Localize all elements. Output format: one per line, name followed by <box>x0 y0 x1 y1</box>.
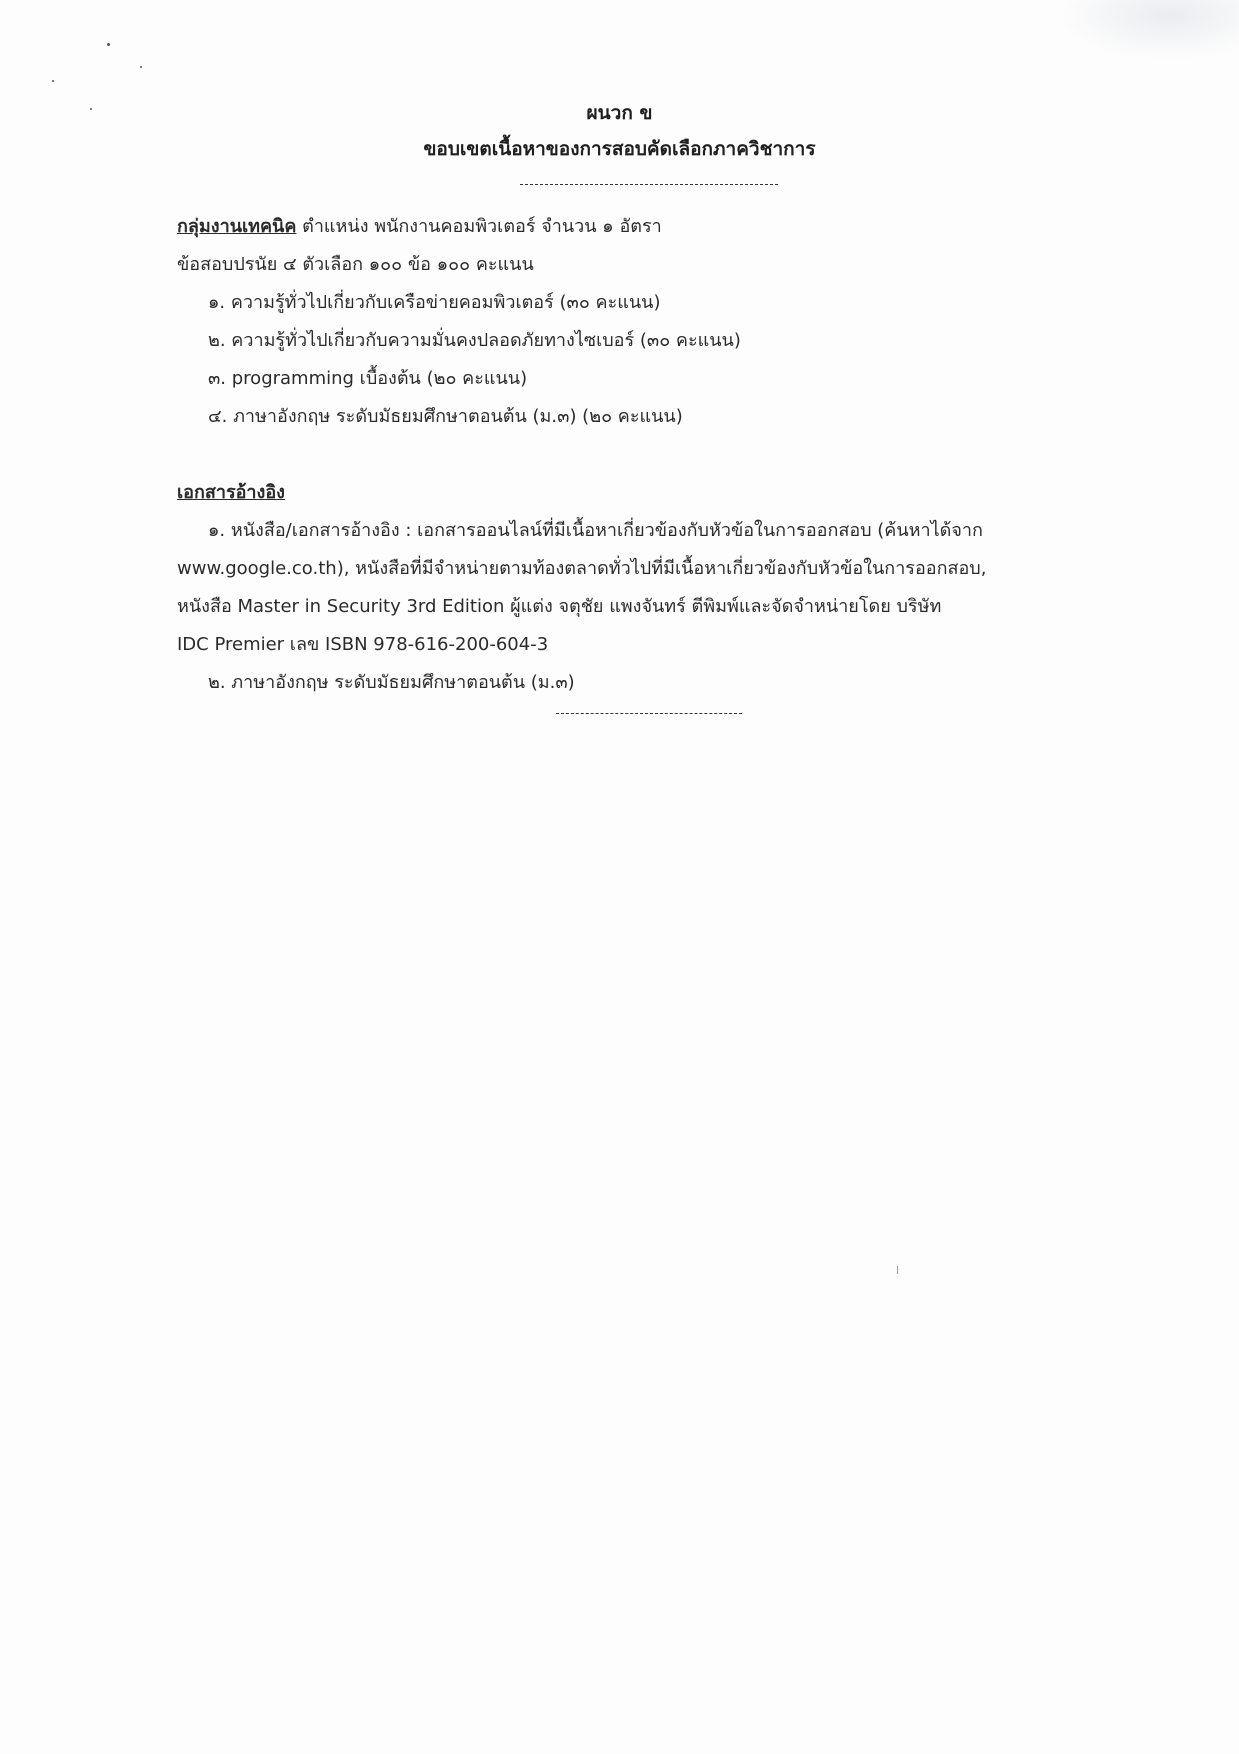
end-divider <box>556 713 742 714</box>
reference-item-line: www.google.co.th), หนังสือที่มีจำหน่ายตามท้องตลาดทั่วไปที่มีเนื้อหาเกี่ยวข้องกับหัวข้อในการออกสอบ, <box>177 558 987 579</box>
reference-item-line: หนังสือ Master in Security 3rd Edition ผู้แต่ง จตุชัย แพงจันทร์ ตีพิมพ์และจัดจำหน่ายโดย บริษัท <box>177 596 942 617</box>
scan-mark <box>897 1266 898 1274</box>
appendix-title: ผนวก ข <box>586 102 653 124</box>
topic-item: ๑. ความรู้ทั่วไปเกี่ยวกับเครือข่ายคอมพิวเตอร์ (๓๐ คะแนน) <box>208 292 661 313</box>
scan-shadow <box>1059 0 1239 60</box>
section-technical-heading-line <box>177 211 662 240</box>
title-divider <box>520 184 778 185</box>
exam-format: ข้อสอบปรนัย ๔ ตัวเลือก ๑๐๐ ข้อ ๑๐๐ คะแนน <box>177 254 534 275</box>
topic-item: ๔. ภาษาอังกฤษ ระดับมัธยมศึกษาตอนต้น (ม.๓) (๒๐ คะแนน) <box>208 406 683 427</box>
reference-item-line: ๑. หนังสือ/เอกสารอ้างอิง : เอกสารออนไลน์ที่มีเนื้อหาเกี่ยวข้องกับหัวข้อในการออกสอบ (ค้นหาได้จาก <box>208 520 983 541</box>
references-heading: เอกสารอ้างอิง <box>177 482 285 503</box>
scan-speck <box>107 43 110 46</box>
topic-item: ๒. ความรู้ทั่วไปเกี่ยวกับความมั่นคงปลอดภัยทางไซเบอร์ (๓๐ คะแนน) <box>208 330 741 351</box>
scan-speck <box>52 80 54 82</box>
document-subtitle: ขอบเขตเนื้อหาของการสอบคัดเลือกภาควิชาการ <box>423 138 816 160</box>
reference-item-line: IDC Premier เลข ISBN 978-616-200-604-3 <box>177 634 549 655</box>
scan-speck <box>140 66 142 68</box>
reference-item: ๒. ภาษาอังกฤษ ระดับมัธยมศึกษาตอนต้น (ม.๓) <box>208 672 575 693</box>
references-heading-line <box>177 477 285 506</box>
topic-item: ๓. programming เบื้องต้น (๒๐ คะแนน) <box>208 368 528 389</box>
position-info: ตำแหน่ง พนักงานคอมพิวเตอร์ จำนวน ๑ อัตรา <box>296 216 662 237</box>
section-technical-heading: กลุ่มงานเทคนิค <box>177 216 297 237</box>
